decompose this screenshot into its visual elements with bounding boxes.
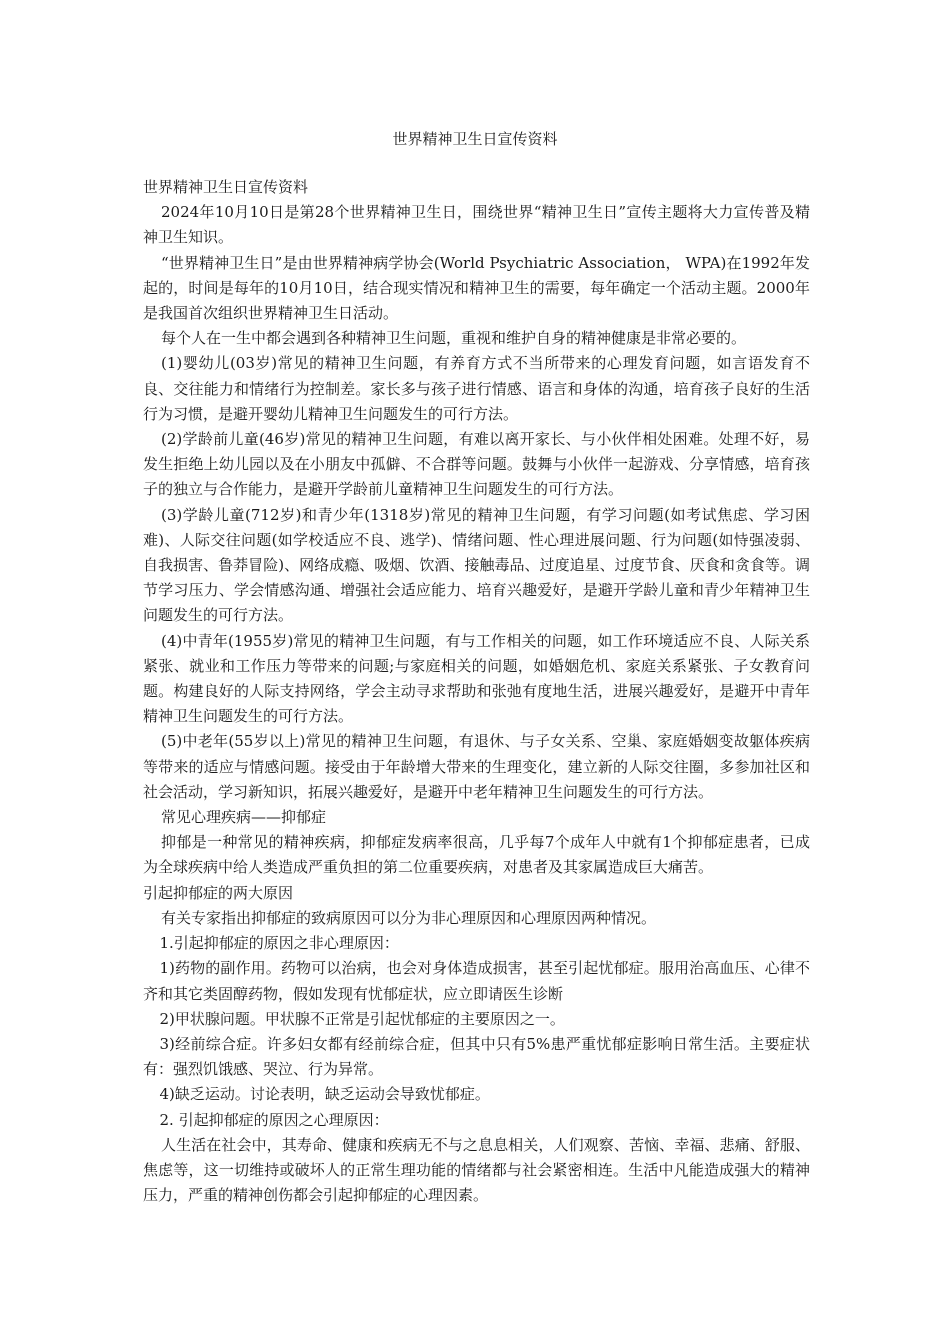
paragraph-age-group-2: (2)学龄前儿童(46岁)常见的精神卫生问题，有难以离开家长、与小伙伴相处困难。处理不好，易发生拒绝上幼儿园以及在小朋友中孤僻、不合群等问题。鼓舞与小伙伴一起游戏、分享情感，培育孩子的独立与合作能力，是避开学龄前儿童精神卫生问题发生的可行方法。 [143,430,810,499]
paragraph-heading: 世界精神卫生日宣传资料 [143,178,309,196]
document-body [143,175,810,1208]
paragraph: “世界精神卫生日”是由世界精神病学协会(World Psychiatric Association， WPA)在1992年发起的，时间是每年的10月10日，结合现实情况和精神卫生的需要，每年确定一个活动主题。2000年是我国首次组织世界精神卫生日活动。 [143,253,810,323]
document-title: 世界精神卫生日宣传资料 [392,130,558,148]
list-item: 1)药物的副作用。药物可以治病，也会对身体造成损害，甚至引起忧郁症。服用治高血压、心律不齐和其它类固醇药物，假如发现有忧郁症状，应立即请医生诊断 [143,959,810,1003]
subheading-non-psychological: 1.引起抑郁症的原因之非心理原因： [159,934,399,953]
paragraph-age-group-4: (4)中青年(1955岁)常见的精神卫生问题，有与工作相关的问题，如工作环境适应不良、人际关系紧张、就业和工作压力等带来的问题;与家庭相关的问题，如婚姻危机、家庭关系紧张、子女教育问题。构建良好的人际支持网络，学会主动寻求帮助和张弛有度地生活，进展兴趣爱好，是避开中青年精神卫生问题发生的可行方法。 [143,631,810,726]
paragraph-age-group-3: (3)学龄儿童(712岁)和青少年(1318岁)常见的精神卫生问题，有学习问题(如考试焦虑、学习困难)、人际交往问题(如学校适应不良、逃学)、情绪问题、性心理进展问题、行为问题(如恃强凌弱、自我损害、鲁莽冒险)、网络成瘾、吸烟、饮酒、接触毒品、过度追星、过度节食、厌食和贪食等。调节学习压力、学会情感沟通、增强社会适应能力、培育兴趣爱好，是避开学龄儿童和青少年精神卫生问题发生的可行方法。 [143,505,810,625]
paragraph-age-group-5: (5)中老年(55岁以上)常见的精神卫生问题，有退休、与子女关系、空巢、家庭婚姻变故躯体疾病等带来的适应与情感问题。接受由于年龄增大带来的生理变化，建立新的人际交往圈，多参加社区和社会活动，学习新知识，拓展兴趣爱好，是避开中老年精神卫生问题发生的可行方法。 [143,732,810,801]
paragraph: 2024年10月10日是第28个世界精神卫生日，围绕世界“精神卫生日”宣传主题将大力宣传普及精神卫生知识。 [143,203,810,247]
paragraph: 抑郁是一种常见的精神疾病，抑郁症发病率很高，几乎每7个成年人中就有1个抑郁症患者，已成为全球疾病中给人类造成严重负担的第二位重要疾病，对患者及其家属造成巨大痛苦。 [143,833,810,877]
paragraph: 每个人在一生中都会遇到各种精神卫生问题，重视和维护自身的精神健康是非常必要的。 [161,329,747,348]
paragraph-age-group-1: (1)婴幼儿(03岁)常见的精神卫生问题，有养育方式不当所带来的心理发育问题，如言语发育不良、交往能力和情绪行为控制差。家长多与孩子进行情感、语言和身体的沟通，培育孩子良好的生活行为习惯，是避开婴幼儿精神卫生问题发生的可行方法。 [143,354,810,423]
section-heading-depression: 常见心理疾病——抑郁症 [161,808,327,827]
subheading-psychological: 2. 引起抑郁症的原因之心理原因： [159,1110,389,1129]
list-item: 2)甲状腺问题。甲状腺不正常是引起忧郁症的主要原因之一。 [159,1009,565,1028]
section-heading-causes: 引起抑郁症的两大原因 [143,883,294,902]
list-item: 4)缺乏运动。讨论表明，缺乏运动会导致忧郁症。 [159,1085,490,1104]
paragraph: 人生活在社会中，其寿命、健康和疾病无不与之息息相关，人们观察、苦恼、幸福、悲痛、舒服、焦虑等，这一切维持或破坏人的正常生理功能的情绪都与社会紧密相连。生活中凡能造成强大的精神压力，严重的精神创伤都会引起抑郁症的心理因素。 [143,1135,810,1205]
list-item: 3)经前综合症。许多妇女都有经前综合症，但其中只有5%患严重忧郁症影响日常生活。主要症状有：强烈饥饿感、哭泣、行为异常。 [143,1034,810,1079]
paragraph: 有关专家指出抑郁症的致病原因可以分为非心理原因和心理原因两种情况。 [161,908,657,927]
